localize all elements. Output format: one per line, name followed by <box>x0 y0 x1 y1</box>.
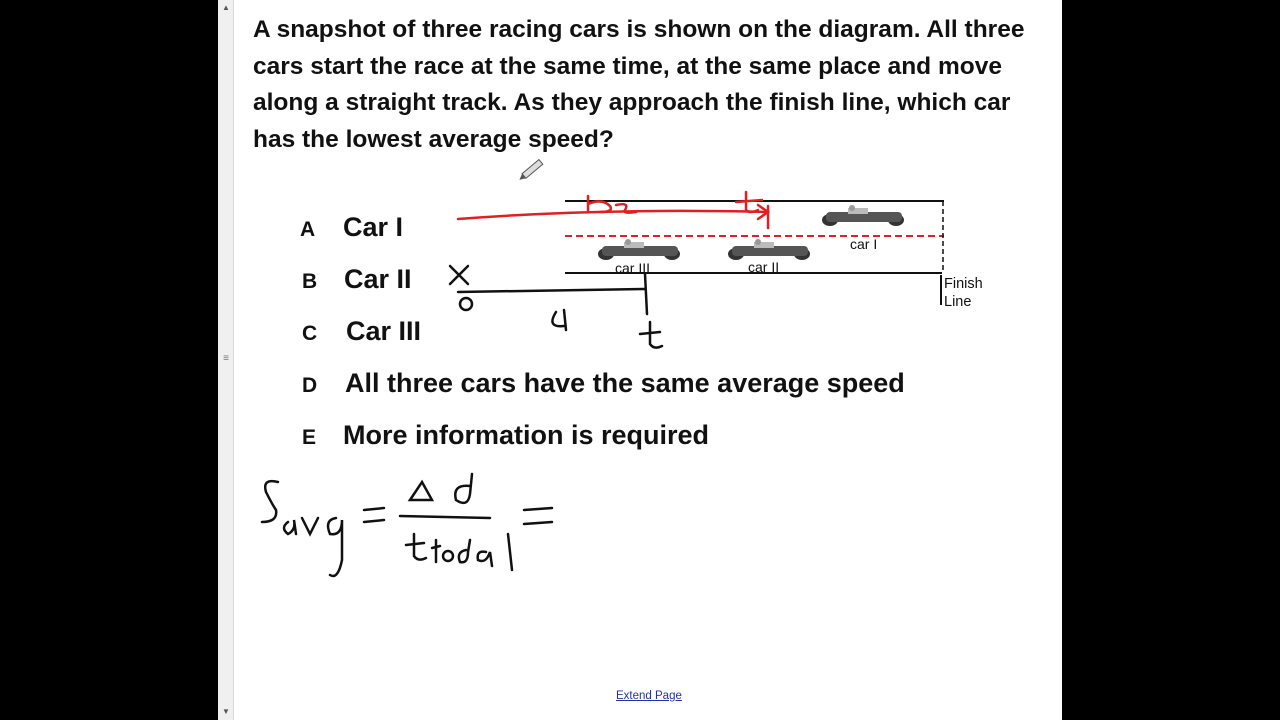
scroll-up-icon[interactable]: ▲ <box>222 3 230 12</box>
scroll-grip-icon[interactable]: ≡ <box>223 353 229 364</box>
scroll-down-icon[interactable]: ▼ <box>222 707 230 716</box>
car-ii-icon <box>728 239 810 260</box>
choice-b-text[interactable]: Car II <box>344 264 412 294</box>
choice-c-letter: C <box>302 322 318 345</box>
choice-e-text[interactable]: More information is required <box>343 420 710 450</box>
extend-page-link[interactable]: Extend Page <box>616 690 682 702</box>
choice-e-letter: E <box>302 426 317 449</box>
red-annotation <box>458 192 768 228</box>
car-i-label: car I <box>850 236 878 252</box>
car-iii-label: car III <box>615 260 651 276</box>
car-i-icon <box>822 205 904 226</box>
choice-a-text[interactable]: Car I <box>343 212 404 242</box>
car-iii-icon <box>598 239 680 260</box>
choice-b-letter: B <box>302 270 318 293</box>
question-text: A snapshot of three racing cars is shown on the diagram. All three cars start the race at the same time, at the same place and move along a straight track. As they approach the finish line, which car has the lowest average speed? <box>253 16 1025 153</box>
black-annotation <box>262 266 662 576</box>
choice-a-letter: A <box>300 218 316 241</box>
choice-d-letter: D <box>302 374 318 397</box>
choice-d-text[interactable]: All three cars have the same average speed <box>345 368 905 398</box>
choice-c-text[interactable]: Car III <box>346 316 422 346</box>
finish-line-label: Finish Line <box>944 276 983 310</box>
car-ii-label: car II <box>748 259 780 275</box>
